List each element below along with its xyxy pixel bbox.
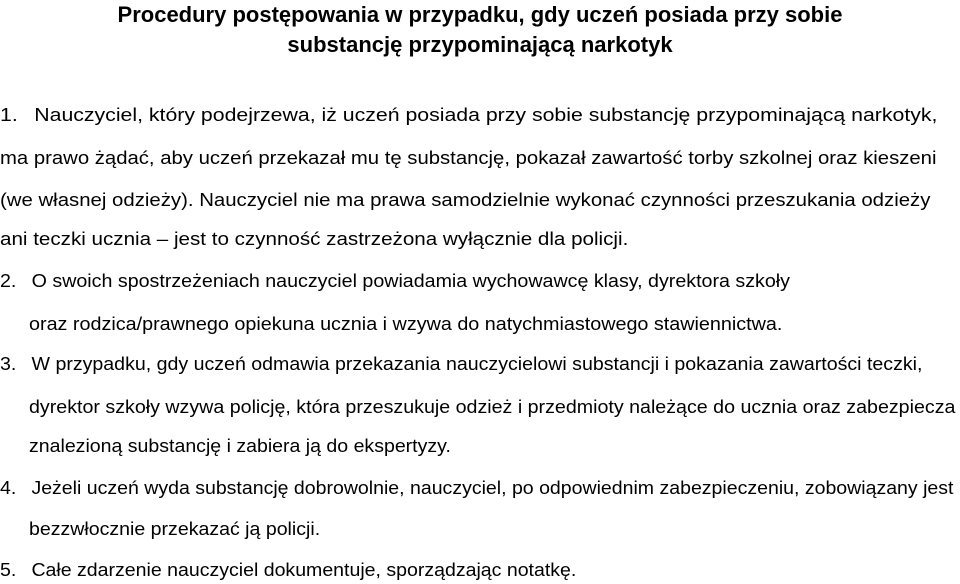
item-2-line-1 bbox=[0, 270, 790, 292]
item-2-number: 2. bbox=[0, 271, 17, 291]
item-1-line-3: (we własnej odzieży). Nauczyciel nie ma prawa samodzielnie wykonać czynności przeszukania odzieży bbox=[0, 190, 931, 210]
document-title bbox=[0, 0, 960, 60]
item-1-line-2: ma prawo żądać, aby uczeń przekazał mu tę substancję, pokazał zawartość torby szkolnej oraz kieszeni bbox=[0, 148, 937, 168]
item-2-line-2: oraz rodzica/prawnego opiekuna ucznia i wzywa do natychmiastowego stawiennictwa. bbox=[29, 314, 783, 334]
item-2-text-1: O swoich spostrzeżeniach nauczyciel powiadamia wychowawcę klasy, dyrektora szkoły bbox=[31, 271, 790, 291]
item-5-line-1 bbox=[0, 559, 576, 581]
item-5-number: 5. bbox=[0, 560, 17, 580]
item-4-text-1: Jeżeli uczeń wyda substancję dobrowolnie, nauczyciel, po odpowiednim zabezpieczeniu, zobowiązany jest bbox=[31, 478, 954, 498]
item-1-line-1 bbox=[0, 104, 937, 126]
item-4-number: 4. bbox=[0, 478, 17, 498]
item-3-line-2: dyrektor szkoły wzywa policję, która przeszukuje odzież i przedmioty należące do ucznia oraz zabezpiecza bbox=[29, 397, 956, 417]
item-3-line-3: znalezioną substancję i zabiera ją do ekspertyzy. bbox=[29, 436, 451, 456]
item-1-line-4: ani teczki ucznia – jest to czynność zastrzeżona wyłącznie dla policji. bbox=[0, 229, 629, 249]
item-5-text-1: Całe zdarzenie nauczyciel dokumentuje, sporządzając notatkę. bbox=[31, 560, 577, 580]
item-3-number: 3. bbox=[0, 354, 17, 374]
item-4-line-1 bbox=[0, 477, 953, 499]
item-1-number: 1. bbox=[0, 105, 18, 125]
item-3-text-1: W przypadku, gdy uczeń odmawia przekazania nauczycielowi substancji i pokazania zawartości teczki, bbox=[31, 354, 923, 374]
item-3-line-1 bbox=[0, 353, 922, 375]
title-line-1: Procedury postępowania w przypadku, gdy uczeń posiada przy sobie bbox=[117, 2, 843, 27]
title-line-2: substancję przypominającą narkotyk bbox=[287, 32, 673, 57]
item-4-line-2: bezzwłocznie przekazać ją policji. bbox=[29, 519, 321, 539]
item-1-text-1: Nauczyciel, który podejrzewa, iż uczeń posiada przy sobie substancję przypominającą narkotyk, bbox=[34, 105, 938, 125]
